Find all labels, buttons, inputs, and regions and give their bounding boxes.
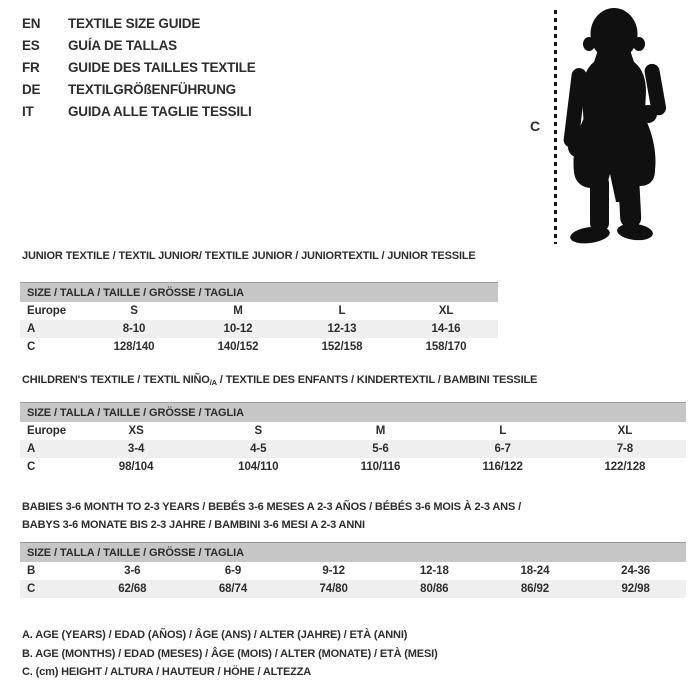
table-row-height [20, 458, 686, 476]
table-row-months [20, 562, 686, 580]
footnote-b: B. AGE (MONTHS) / EDAD (MESES) / ÂGE (MOIS) / ALTER (MONATE) / ETÀ (MESI) [22, 647, 438, 660]
cell: 6-7 [442, 440, 564, 458]
cell: S [254, 425, 263, 437]
cell: 74/80 [283, 580, 384, 598]
footnote-c: C. (cm) HEIGHT / ALTURA / HAUTEUR / HÖHE / ALTEZZA [22, 666, 312, 678]
cell: 8-10 [82, 320, 186, 338]
language-code: IT [22, 104, 34, 119]
language-label: TEXTILE SIZE GUIDE [68, 16, 201, 31]
cell: L [338, 305, 346, 317]
toddler-silhouette [560, 6, 696, 244]
cell: 24-36 [621, 565, 651, 577]
row-label: A [20, 440, 75, 458]
size-header: SIZE / TALLA / TAILLE / GRÖSSE / TAGLIA [20, 543, 686, 563]
cell: 3-4 [75, 440, 197, 458]
cell: 4-5 [197, 440, 319, 458]
cell: 12-18 [419, 565, 449, 577]
row-label: Europe [27, 305, 67, 317]
cell: L [499, 425, 507, 437]
cell: 12-13 [290, 320, 394, 338]
footnotes [22, 626, 438, 682]
cell: 122/128 [604, 461, 646, 473]
size-header-row [20, 403, 686, 423]
cell: XL [617, 425, 633, 437]
cell: 5-6 [319, 440, 441, 458]
cell: 116/122 [482, 461, 523, 473]
table-row-height [20, 338, 498, 356]
babies-title-line2: BABYS 3-6 MONATE BIS 2-3 JAHRE / BAMBINI 3-6 MESI A 2-3 ANNI [22, 519, 365, 531]
children-title-text: / TEXTILE DES ENFANTS / KINDERTEXTIL / BAMBINI TESSILE [216, 374, 538, 386]
cell: 98/104 [118, 461, 154, 473]
cell: 152/158 [321, 341, 363, 353]
cell: M [233, 305, 243, 317]
height-measure-label: C [530, 118, 541, 134]
cell: 3-6 [124, 565, 141, 577]
language-list [22, 13, 256, 123]
size-header: SIZE / TALLA / TAILLE / GRÖSSE / TAGLIA [20, 283, 498, 303]
cell: 7-8 [564, 440, 686, 458]
children-title-text: CHILDREN'S TEXTILE / TEXTIL NIÑO [22, 374, 210, 386]
junior-size-table [20, 282, 498, 356]
height-dashed-line [554, 10, 557, 244]
language-code: DE [22, 82, 41, 97]
cell: 62/68 [82, 580, 183, 598]
language-row-it [22, 101, 256, 123]
cell: 104/110 [238, 461, 279, 473]
language-label: GUIDA ALLE TAGLIE TESSILI [68, 104, 252, 119]
cell: 140/152 [217, 341, 259, 353]
language-label: GUIDE DES TAILLES TEXTILE [68, 60, 256, 75]
babies-title-line1: BABIES 3-6 MONTH TO 2-3 YEARS / BEBÉS 3-6 MESES A 2-3 AÑOS / BÉBÉS 3-6 MOIS À 2-3 ANS / [22, 501, 521, 513]
language-code: ES [22, 38, 40, 53]
table-row-age [20, 320, 498, 338]
cell: S [130, 305, 138, 317]
row-label: C [20, 580, 82, 598]
language-row-de [22, 79, 256, 101]
cell: 158/170 [425, 341, 467, 353]
language-row-es [22, 35, 256, 57]
cell: 80/86 [384, 580, 485, 598]
cell: 18-24 [520, 565, 550, 577]
row-label: B [27, 565, 36, 577]
children-size-table [20, 402, 686, 476]
language-code: EN [22, 16, 41, 31]
table-row-height [20, 580, 686, 598]
cell: 128/140 [113, 341, 155, 353]
cell: 86/92 [485, 580, 586, 598]
table-row-age [20, 440, 686, 458]
cell: 6-9 [224, 565, 242, 577]
size-header: SIZE / TALLA / TAILLE / GRÖSSE / TAGLIA [20, 403, 686, 423]
toddler-silhouette-image [560, 6, 696, 244]
footnote-a: A. AGE (YEARS) / EDAD (AÑOS) / ÂGE (ANS) / ALTER (JAHRE) / ETÀ (ANNI) [22, 629, 408, 641]
cell: 92/98 [585, 580, 686, 598]
language-row-fr [22, 57, 256, 79]
babies-section-title [22, 498, 521, 534]
cell: 110/116 [360, 461, 401, 473]
table-row-europe [20, 302, 498, 320]
language-code: FR [22, 60, 40, 75]
size-header-row [20, 283, 498, 303]
cell: XL [438, 305, 454, 317]
babies-size-table [20, 542, 686, 598]
cell: 9-12 [322, 565, 345, 577]
language-label: GUÍA DE TALLAS [68, 38, 177, 53]
cell: M [375, 425, 386, 437]
language-row-en [22, 13, 256, 35]
cell: XS [128, 425, 144, 437]
size-header-row [20, 543, 686, 563]
children-section-title [22, 374, 537, 387]
cell: 68/74 [183, 580, 284, 598]
row-label: C [27, 461, 36, 473]
row-label: Europe [27, 425, 67, 437]
row-label: A [20, 320, 82, 338]
row-label: C [27, 341, 36, 353]
cell: 10-12 [186, 320, 290, 338]
language-label: TEXTILGRÖßENFÜHRUNG [68, 82, 236, 97]
cell: 14-16 [394, 320, 498, 338]
table-row-europe [20, 422, 686, 440]
children-title-subscript: /A [209, 378, 217, 387]
junior-section-title: JUNIOR TEXTILE / TEXTIL JUNIOR/ TEXTILE JUNIOR / JUNIORTEXTIL / JUNIOR TESSILE [22, 250, 476, 262]
